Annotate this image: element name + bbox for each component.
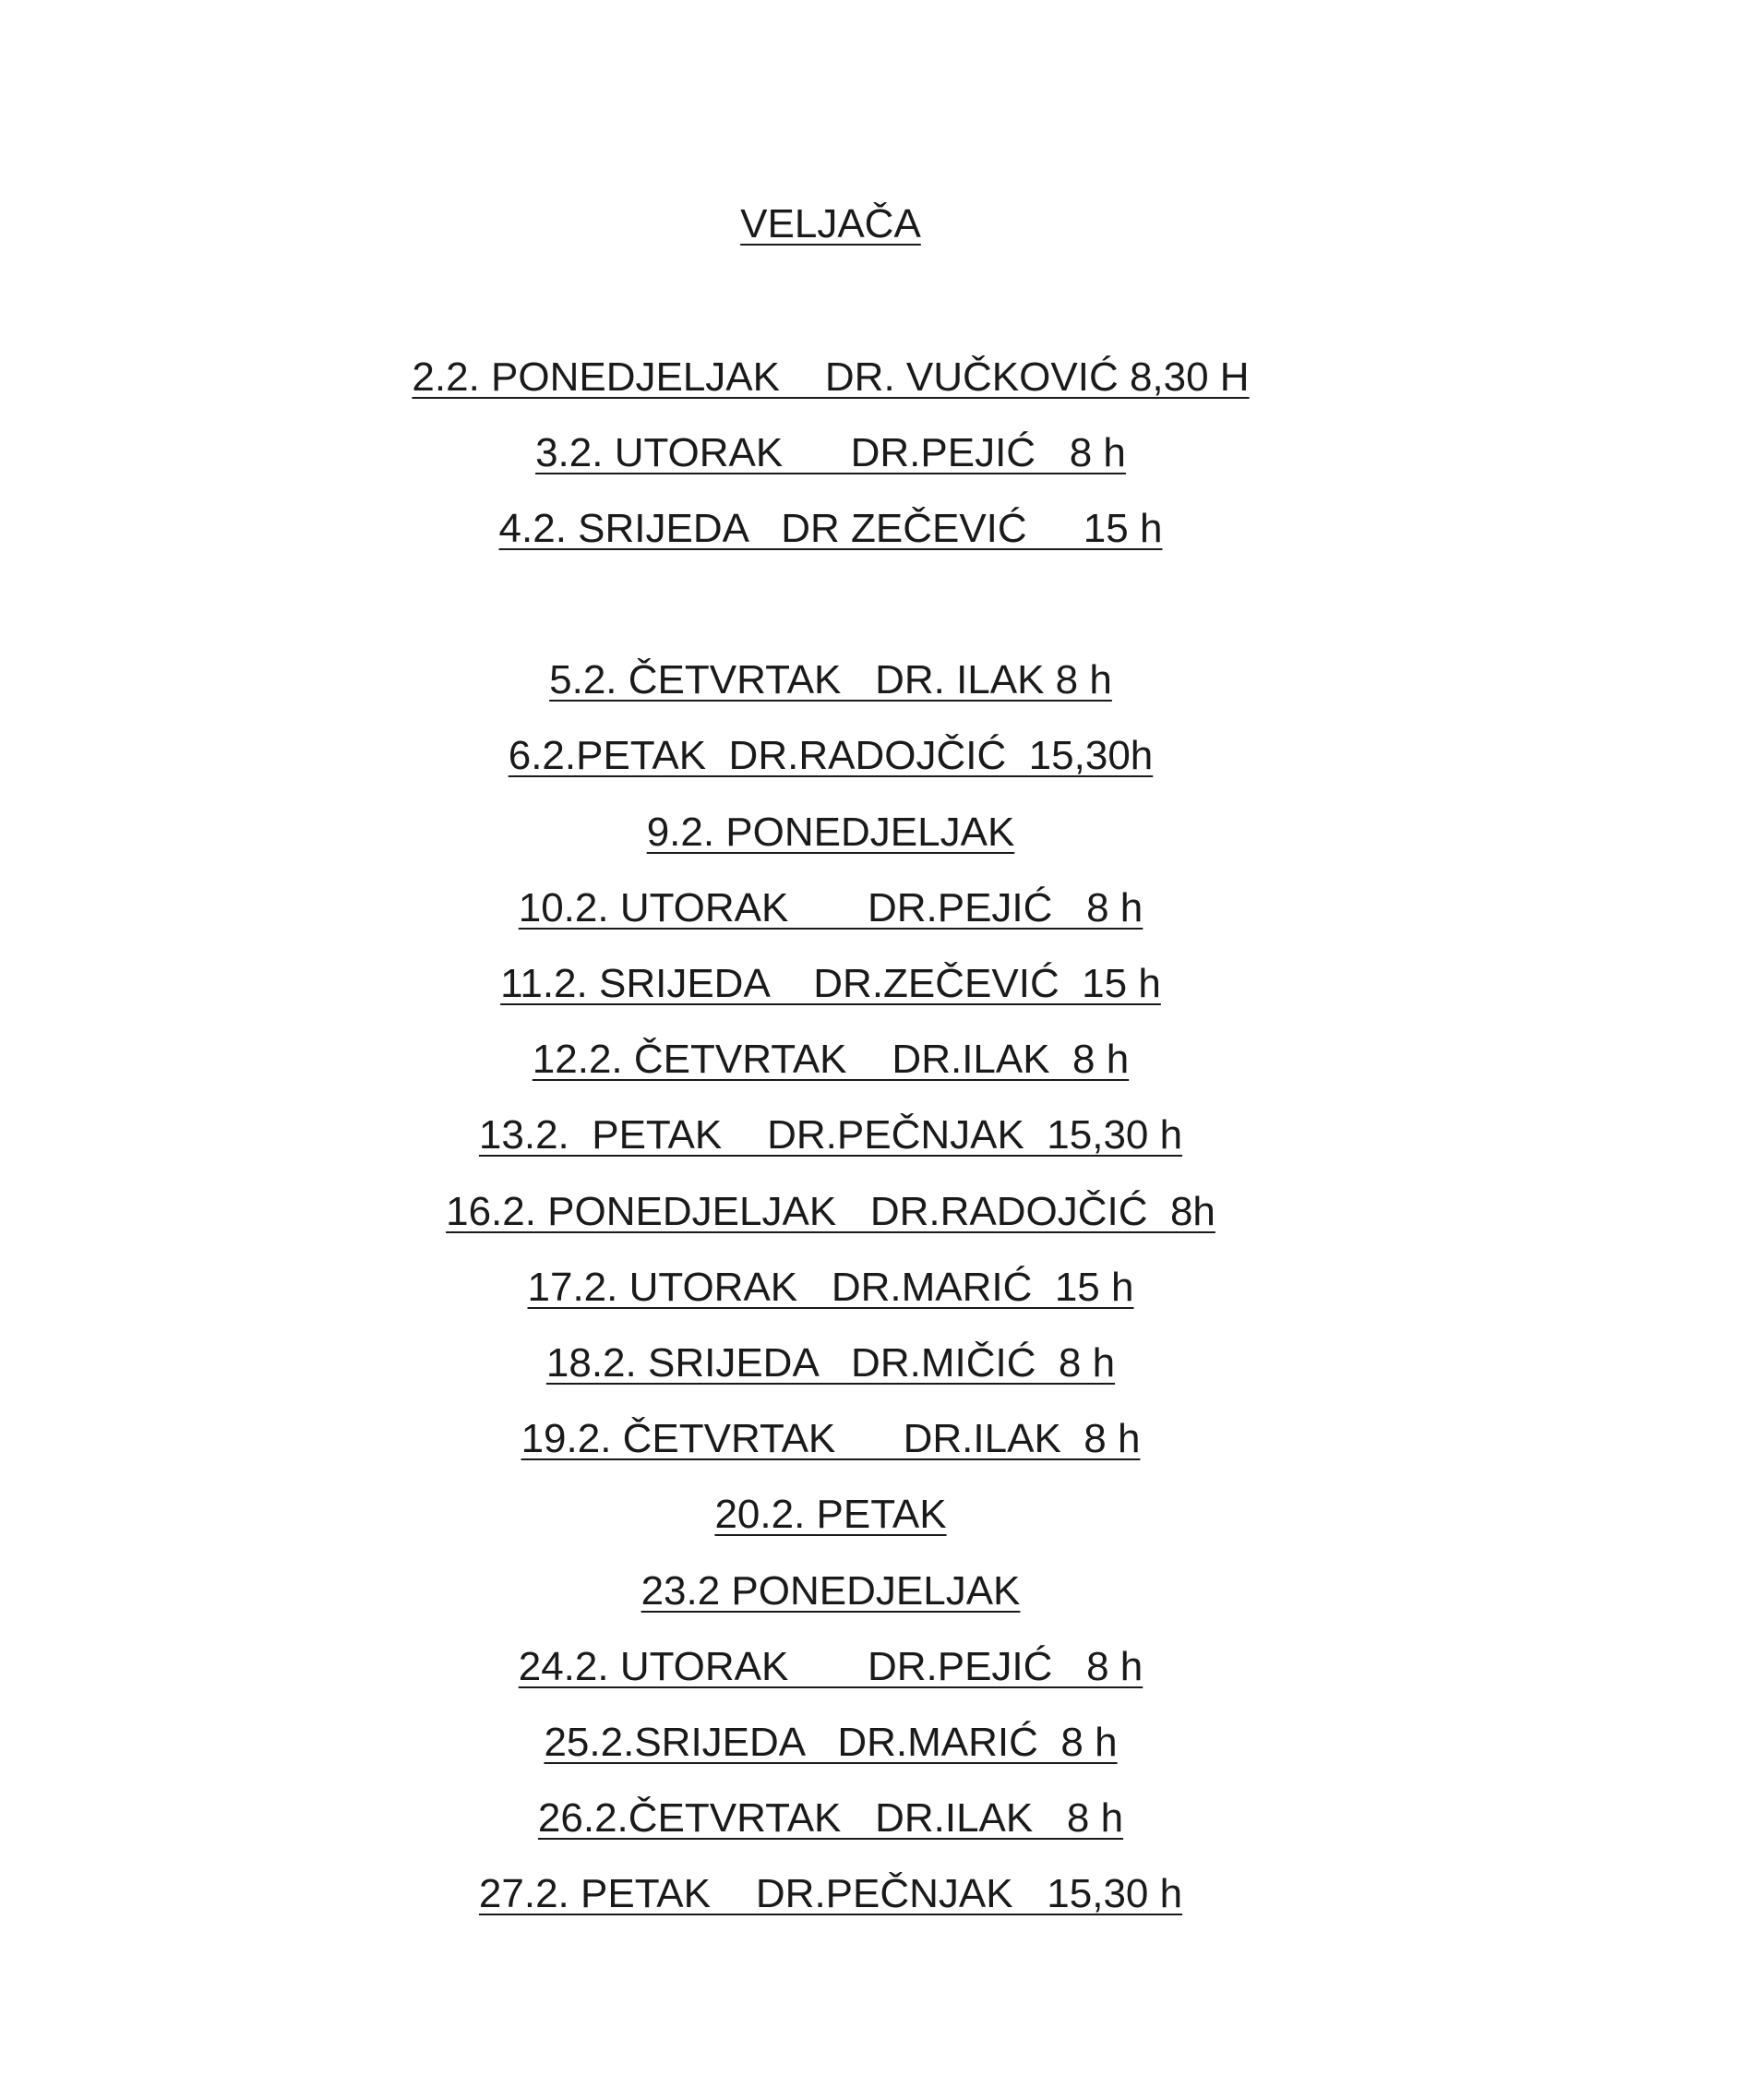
document-title: VELJAČA (740, 201, 921, 246)
schedule-entry: 19.2. ČETVRTAK DR.ILAK 8 h (521, 1416, 1141, 1461)
schedule-entry: 11.2. SRIJEDA DR.ZEČEVIĆ 15 h (500, 961, 1161, 1006)
schedule-entry: 3.2. UTORAK DR.PEJIĆ 8 h (535, 430, 1126, 475)
schedule-entry: 26.2.ČETVRTAK DR.ILAK 8 h (537, 1795, 1124, 1841)
schedule-entry: 27.2. PETAK DR.PEČNJAK 15,30 h (478, 1871, 1183, 1916)
schedule-entry: 12.2. ČETVRTAK DR.ILAK 8 h (532, 1037, 1130, 1082)
schedule-entry: 9.2. PONEDJELJAK (646, 810, 1015, 855)
schedule-entry: 20.2. PETAK (714, 1492, 947, 1537)
schedule-entry: 5.2. ČETVRTAK DR. ILAK 8 h (549, 657, 1112, 702)
schedule-entry: 16.2. PONEDJELJAK DR.RADOJČIĆ 8h (446, 1189, 1215, 1234)
schedule-entry: 24.2. UTORAK DR.PEJIĆ 8 h (518, 1644, 1143, 1689)
schedule-entry: 13.2. PETAK DR.PEČNJAK 15,30 h (478, 1112, 1183, 1158)
schedule-entry: 18.2. SRIJEDA DR.MIČIĆ 8 h (545, 1340, 1116, 1386)
schedule-entry: 17.2. UTORAK DR.MARIĆ 15 h (527, 1265, 1134, 1310)
schedule-entry: 4.2. SRIJEDA DR ZEČEVIĆ 15 h (498, 506, 1163, 551)
schedule-entry: 25.2.SRIJEDA DR.MARIĆ 8 h (544, 1720, 1118, 1765)
schedule-entry: 2.2. PONEDJELJAK DR. VUČKOVIĆ 8,30 H (412, 354, 1250, 400)
schedule-entry: 23.2 PONEDJELJAK (641, 1568, 1021, 1614)
schedule-entry: 6.2.PETAK DR.RADOJČIĆ 15,30h (508, 733, 1154, 778)
schedule-entry: 10.2. UTORAK DR.PEJIĆ 8 h (518, 885, 1143, 930)
